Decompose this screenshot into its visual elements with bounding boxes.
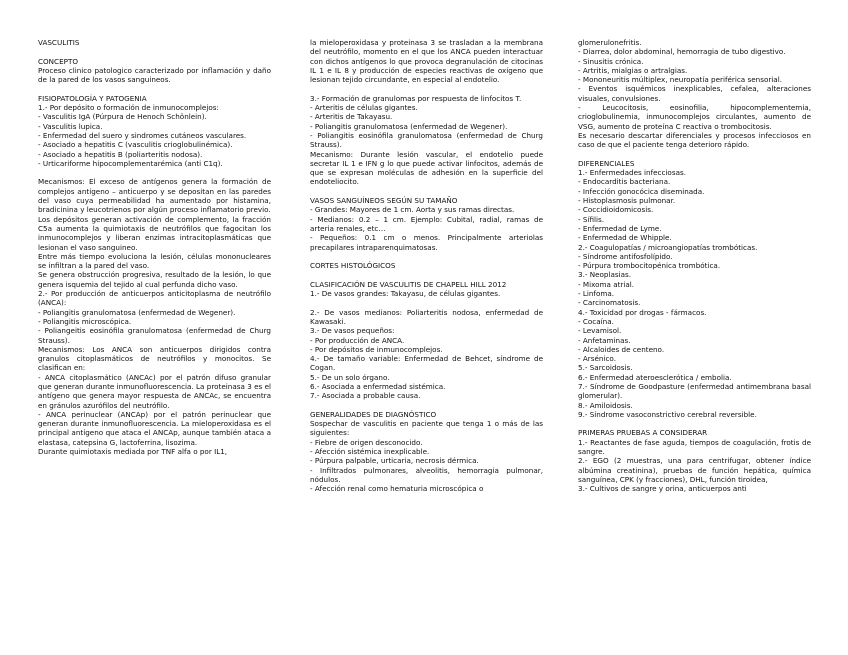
list-item: - Enfermedad de Whipple. [578,233,672,243]
list-item: - Pequeños: 0.1 cm o menos. Principalmente arteriolas precapilares intraparenquimatosas. [310,233,543,252]
list-item: - Carcinomatosis. [578,298,641,308]
paragraph: Sospechar de vasculitis en paciente que tenga 1 o más de las siguientes: [310,419,543,438]
list-item: 1.- Enfermedades infecciosas. [578,168,686,178]
list-item: - Histoplasmosis pulmonar. [578,196,676,206]
list-item: 3.- De vasos pequeños: [310,326,395,336]
section-heading-fisiopatologia: FISIOPATOLOGÍA Y PATOGENIA [38,93,147,103]
list-item: 7.- Asociada a probable causa. [310,391,421,401]
list-item: 9.- Síndrome vasoconstrictivo cerebral reversible. [578,409,757,419]
list-item: 5.- De un solo órgano. [310,372,390,382]
section-heading-diferenciales: DIFERENCIALES [578,158,635,168]
list-item: 3.- Neoplasias. [578,270,632,280]
list-item: - Por producción de ANCA. [310,335,405,345]
list-item: 7.- Síndrome de Goodpasture (enfermedad antimembrana basal glomerular). [578,381,811,401]
list-item: - Grandes: Mayores de 1 cm. Aorta y sus ramas directas. [310,205,515,215]
list-item: - Enfermedad del suero y sindromes cutáneos vasculares. [38,130,247,140]
list-item: - Por depósitos de inmunocomplejos. [310,344,443,354]
list-item: - Afección sistémica inexplicable. [310,447,430,457]
list-item: - Coccidioidomicosis. [578,205,654,215]
list-item: - Vasculitis lupica. [38,121,103,131]
list-item: - Arsénico. [578,354,616,364]
list-item: - Linfoma. [578,289,615,299]
paragraph: la mieloperoxidasa y proteinasa 3 se trasladan a la membrana del neutrófilo, momento en el que los ANCA pueden interactuar con dichos antígenos lo que provoca degranulación de citocinas IL 1 e IL 8 y producción de especies reactivas de oxígeno que lesionan tejido circundante, en especial al endotelio. [310,38,543,85]
list-item: - Fiebre de origen desconocido. [310,437,423,447]
list-item: - Sífilis. [578,214,604,224]
paragraph: - ANCA perinuclear (ANCAp) por el patrón perinuclear que generan durante inmunofluorescencia. La mieloperoxidasa es el principal antígeno que ataca el ANCAp, aunque también ataca a elastasa, catepsina G, lactoferrina, lisozima. [38,409,271,447]
list-item: - Infección gonocócica diseminada. [578,186,705,196]
list-item: - Asociado a hepatitis C (vasculitis crioglobulinémica). [38,140,233,150]
list-item: - Enfermedad de Lyme. [578,223,662,233]
list-item: - Mixoma atrial. [578,279,635,289]
paragraph: Durante quimiotaxis mediada por TNF alfa o por IL1, [38,447,228,457]
paragraph: Proceso clinico patologico caracterizado por inflamación y daño de la pared de los vasos sanguineos. [38,65,271,85]
list-item: 6.- Asociada a enfermedad sistémica. [310,381,446,391]
paragraph: - ANCA citoplasmático (ANCAc) por el patrón difuso granular que generan durante inmunofluorescencia. La proteinasa 3 es el antígeno que genera mayor respuesta de ANCAc, se encuentra en gránulos azurófilos del neutrófilo. [38,372,271,410]
list-item: - Vasculitis IgA (Púrpura de Henoch Schönlein). [38,112,207,122]
list-item: - Urticariforme hipocomplementarémica (anti C1q). [38,158,223,168]
list-item: - Púrpura trombocitopénica trombótica. [578,261,721,271]
list-item: - Medianos: 0.2 – 1 cm. Ejemplo: Cubital, radial, ramas de arteria renales, etc… [310,214,543,233]
list-item: - Leucocitosis, eosinofilia, hipocomplementemia, crioglobulinemia, inmunocomplejos circulantes, aumento de VSG, aumento de proteína C reactiva o trombocitosis. [578,103,811,131]
column-3 [578,38,811,494]
list-item: 1.- Por depósito o formación de inmunocomplejos: [38,103,219,113]
list-item: - Poliangitis granulomatosa (enfermedad de Wegener). [310,121,508,131]
paragraph: Se genera obstrucción progresiva, resultado de la lesión, lo que genera isquemia del tejido al cual perfunda dicho vaso. [38,270,271,289]
list-item: 5.- Sarcoidosis. [578,363,633,373]
paragraph: Entre más tiempo evoluciona la lesión, células mononucleares se infiltran a la pared del vaso. [38,251,271,271]
column-2 [310,38,543,494]
list-item: 4.- Toxicidad por drogas - fármacos. [578,307,707,317]
section-heading-cortes: CORTES HISTOLÓGICOS [310,261,396,271]
list-item: 1.- Reactantes de fase aguda, tiempos de coagulación, frotis de sangre. [578,437,811,457]
list-item: - Diarrea, dolor abdominal, hemorragia de tubo digestivo. [578,47,786,57]
list-item: - Alcaloides de centeno. [578,344,665,354]
list-item: - Arteritis de Takayasu. [310,112,393,122]
section-heading-generalidades: GENERALIDADES DE DIAGNÓSTICO [310,409,437,419]
section-heading-concepto: CONCEPTO [38,56,78,66]
list-item: 1.- De vasos grandes: Takayasu, de células gigantes. [310,289,501,299]
list-item: - Arteritis de células gigantes. [310,103,418,113]
list-item: - Afección renal como hematuria microscópica o [310,484,484,494]
list-item: - Mononeuritis múltiplex, neuropatía periférica sensorial. [578,75,782,85]
list-item: 8.- Amiloidosis. [578,400,633,410]
list-item: 3.- Cultivos de sangre y orina, anticuerpos anti [578,484,747,494]
list-item: 2.- EGO (2 muestras, una para centrifugar, obtener índice albúmina creatinina), pruebas de función hepática, química sanguínea, CPK (y fracciones), DHL, función tiroidea, [578,456,811,484]
list-item: 6.- Enfermedad ateroesclerótica / embolia. [578,372,732,382]
list-item: - Poliangitis eosinófila granulomatosa (enfermedad de Churg Strauss). [310,130,543,150]
list-item: - Levamisol. [578,326,622,336]
list-item: 3.- Formación de granulomas por respuesta de linfocitos T. [310,93,522,103]
list-item: - Sinusitis crónica. [578,56,644,66]
list-item: 2.- Coagulopatías / microangiopatías trombóticas. [578,242,758,252]
list-item: - Endocarditis bacteriana. [578,177,671,187]
paragraph: Mecanismos: Los ANCA son anticuerpos dirigidos contra granulos citoplasmáticos de neutrófilos y monocitos. Se clasifican en: [38,344,271,373]
document-title: VASCULITIS [38,38,80,47]
paragraph: Los depósitos generan activación de complemento, la fracción C5a aumenta la quimiotaxis de neutrófilos que fagocitan los inmunocomplejos y liberan enzimas intracitoplasmáticas que lesionan el vaso sanguineo. [38,214,271,252]
list-item: - Poliangeitis eosinófila granulomatosa (enfermedad de Churg Strauss). [38,326,271,345]
list-item: - Poliangitis granulomatosa (enfermedad de Wegener). [38,307,236,317]
list-item: glomerulonefritis. [578,38,642,47]
list-item: - Eventos isquémicos inexplicables, cefalea, alteraciones visuales, convulsiones. [578,84,811,103]
list-item: - Anfetaminas. [578,335,631,345]
section-heading-clasificacion: CLASIFICACIÓN DE VASCULITIS DE CHAPELL HILL 2012 [310,279,507,289]
section-heading-primeras-pruebas: PRIMERAS PRUEBAS A CONSIDERAR [578,428,708,438]
list-item: - Cocaína. [578,316,614,326]
list-item: 2.- De vasos medianos: Poliarteritis nodosa, enfermedad de Kawasaki. [310,307,543,326]
list-item: 2.- Por producción de anticuerpos anticitoplasma de neutrófilo (ANCA): [38,289,271,308]
list-item: 4.- De tamaño variable: Enfermedad de Behcet, síndrome de Cogan. [310,354,543,373]
list-item: - Asociado a hepatitis B (poliarteritis nodosa). [38,149,203,159]
list-item: - Síndrome antifosfolípido. [578,251,673,261]
paragraph: Mecanismo: Durante lesión vascular, el endotelio puede secretar IL 1 e IFN g lo que puede activar linfocitos, además de que se expresan moléculas de adhesión en la superficie del endoteliocito. [310,149,543,187]
section-heading-tamano: VASOS SANGUÍNEOS SEGÚN SU TAMAÑO [310,196,458,206]
paragraph: Es necesario descartar diferenciales y procesos infecciosos en caso de que el paciente tenga deterioro rápido. [578,130,811,150]
column-1 [38,38,271,456]
list-item: - Artritis, mialgias o artralgias. [578,65,688,75]
list-item: - Infiltrados pulmonares, alveolitis, hemorragia pulmonar, nódulos. [310,465,543,484]
list-item: - Púrpura palpable, urticaria, necrosis dérmica. [310,456,479,466]
paragraph: Mecanismos: El exceso de antígenos genera la formación de complejos antígeno – anticuerpo y se depositan en las paredes del vaso cuya permeabilidad ha aumentado por histamina, bradicinina y leucotrienos por algún proceso inflamatorio previo. [38,177,271,215]
list-item: - Poliangitis microscópica. [38,316,132,326]
